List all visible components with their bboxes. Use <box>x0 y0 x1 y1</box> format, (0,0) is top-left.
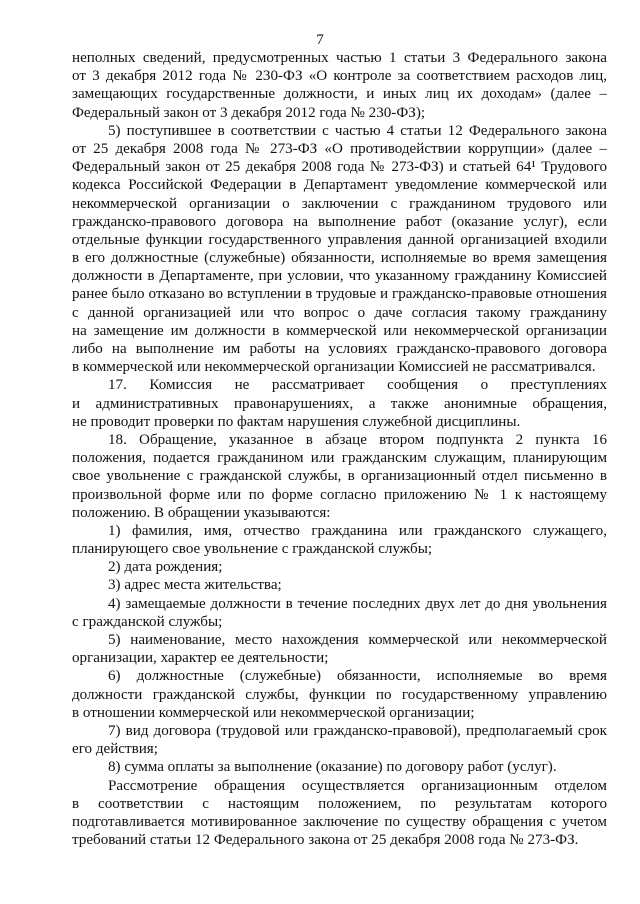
text-line: положению. В обращении указываются: <box>72 504 331 521</box>
text-line: свое увольнение с гражданской службы, в организационный отдел письменно в <box>72 468 607 485</box>
text-line: подготавливается мотивированное заключение по существу обращения с учетом <box>72 813 607 830</box>
text-line: 7) вид договора (трудовой или гражданско-правовой), предполагаемый срок <box>108 722 607 739</box>
text-line: с данной организацией или что вопрос о даче согласия такому гражданину <box>72 304 607 321</box>
text-line: 6) должностные (служебные) обязанности, исполняемые во время <box>108 668 607 685</box>
text-line: ранее было отказано во вступлении в трудовые и гражданско-правовые отношения <box>72 286 607 303</box>
text-line: от 25 декабря 2008 года № 273-ФЗ «О противодействии коррупции» (далее – <box>72 140 607 157</box>
text-line: в его должностные (служебные) обязанности, исполняемые во время замещения <box>72 250 607 267</box>
text-line: Рассмотрение обращения осуществляется организационным отделом <box>108 777 607 794</box>
text-line: некоммерческой организации о заключении с гражданином трудового или <box>72 195 607 212</box>
text-line: и административных правонарушениях, а также анонимные обращения, <box>72 395 607 412</box>
text-line: гражданско-правового договора на выполнение работ (оказание услуг), если <box>72 213 607 230</box>
text-line: 5) поступившее в соответствии с частью 4 статьи 12 Федерального закона <box>108 122 607 139</box>
text-line: не проводит проверки по фактам нарушения служебной дисциплины. <box>72 413 521 430</box>
text-line: от 3 декабря 2012 года № 230-ФЗ «О контроле за соответствием расходов лиц, <box>72 68 607 85</box>
text-line: кодекса Российской Федерации в Департамент уведомление коммерческой или <box>72 177 607 194</box>
text-line: с гражданской службы; <box>72 613 223 630</box>
text-line: неполных сведений, предусмотренных частью 1 статьи 3 Федерального закона <box>72 50 607 66</box>
text-line: замещающих государственные должности, и иных лиц их доходам» (далее – <box>72 86 607 103</box>
text-line: планирующего свое увольнение с гражданской службы; <box>72 541 433 558</box>
text-line: 5) наименование, место нахождения коммерческой или некоммерческой <box>108 632 607 648</box>
text-line: положения, подается гражданином или гражданским служащим, планирующим <box>72 450 607 467</box>
text-line: должности гражданской службы, функции по государственному управлению <box>72 686 607 703</box>
text-line: Федеральный закон от 25 декабря 2008 года № 273-ФЗ) и статьей 64¹ Трудового <box>72 159 607 176</box>
text-line: 3) адрес места жительства; <box>108 577 282 594</box>
text-line: должности в Департаменте, при условии, что указанному гражданину Комиссией <box>72 268 607 285</box>
text-line: произвольной форме или по форме согласно приложению № 1 к настоящему <box>72 486 607 503</box>
text-line: Федеральный закон от 3 декабря 2012 года № 230-ФЗ); <box>72 104 426 121</box>
text-line: его действия; <box>72 741 158 758</box>
document-body <box>72 49 607 849</box>
text-line: 4) замещаемые должности в течение последних двух лет до дня увольнения <box>108 595 607 612</box>
text-line: в отношении коммерческой или некоммерческой организации; <box>72 704 475 721</box>
text-line: требований статьи 12 Федерального закона от 25 декабря 2008 года № 273-ФЗ. <box>72 832 579 849</box>
text-line: отдельные функции государственного управления данной организацией входили <box>72 231 607 248</box>
page-number: 7 <box>316 32 324 48</box>
text-line: в соответствии с настоящим положением, по результатам которого <box>72 795 607 812</box>
text-line: 17. Комиссия не рассматривает сообщения о преступлениях <box>108 377 607 394</box>
text-line: 2) дата рождения; <box>108 559 223 576</box>
text-line: 8) сумма оплаты за выполнение (оказание) по договору работ (услуг). <box>108 759 557 776</box>
text-line: 18. Обращение, указанное в абзаце втором подпункта 2 пункта 16 <box>108 431 607 448</box>
text-line: либо на выполнение им работы на условиях гражданско-правового договора <box>72 341 607 357</box>
text-line: на замещение им должности в коммерческой или некоммерческой организации <box>72 322 607 339</box>
text-line: в коммерческой или некоммерческой организации Комиссией не рассматривался. <box>72 359 596 376</box>
text-line: 1) фамилия, имя, отчество гражданина или гражданского служащего, <box>108 522 607 539</box>
text-line: организации, характер ее деятельности; <box>72 650 329 667</box>
